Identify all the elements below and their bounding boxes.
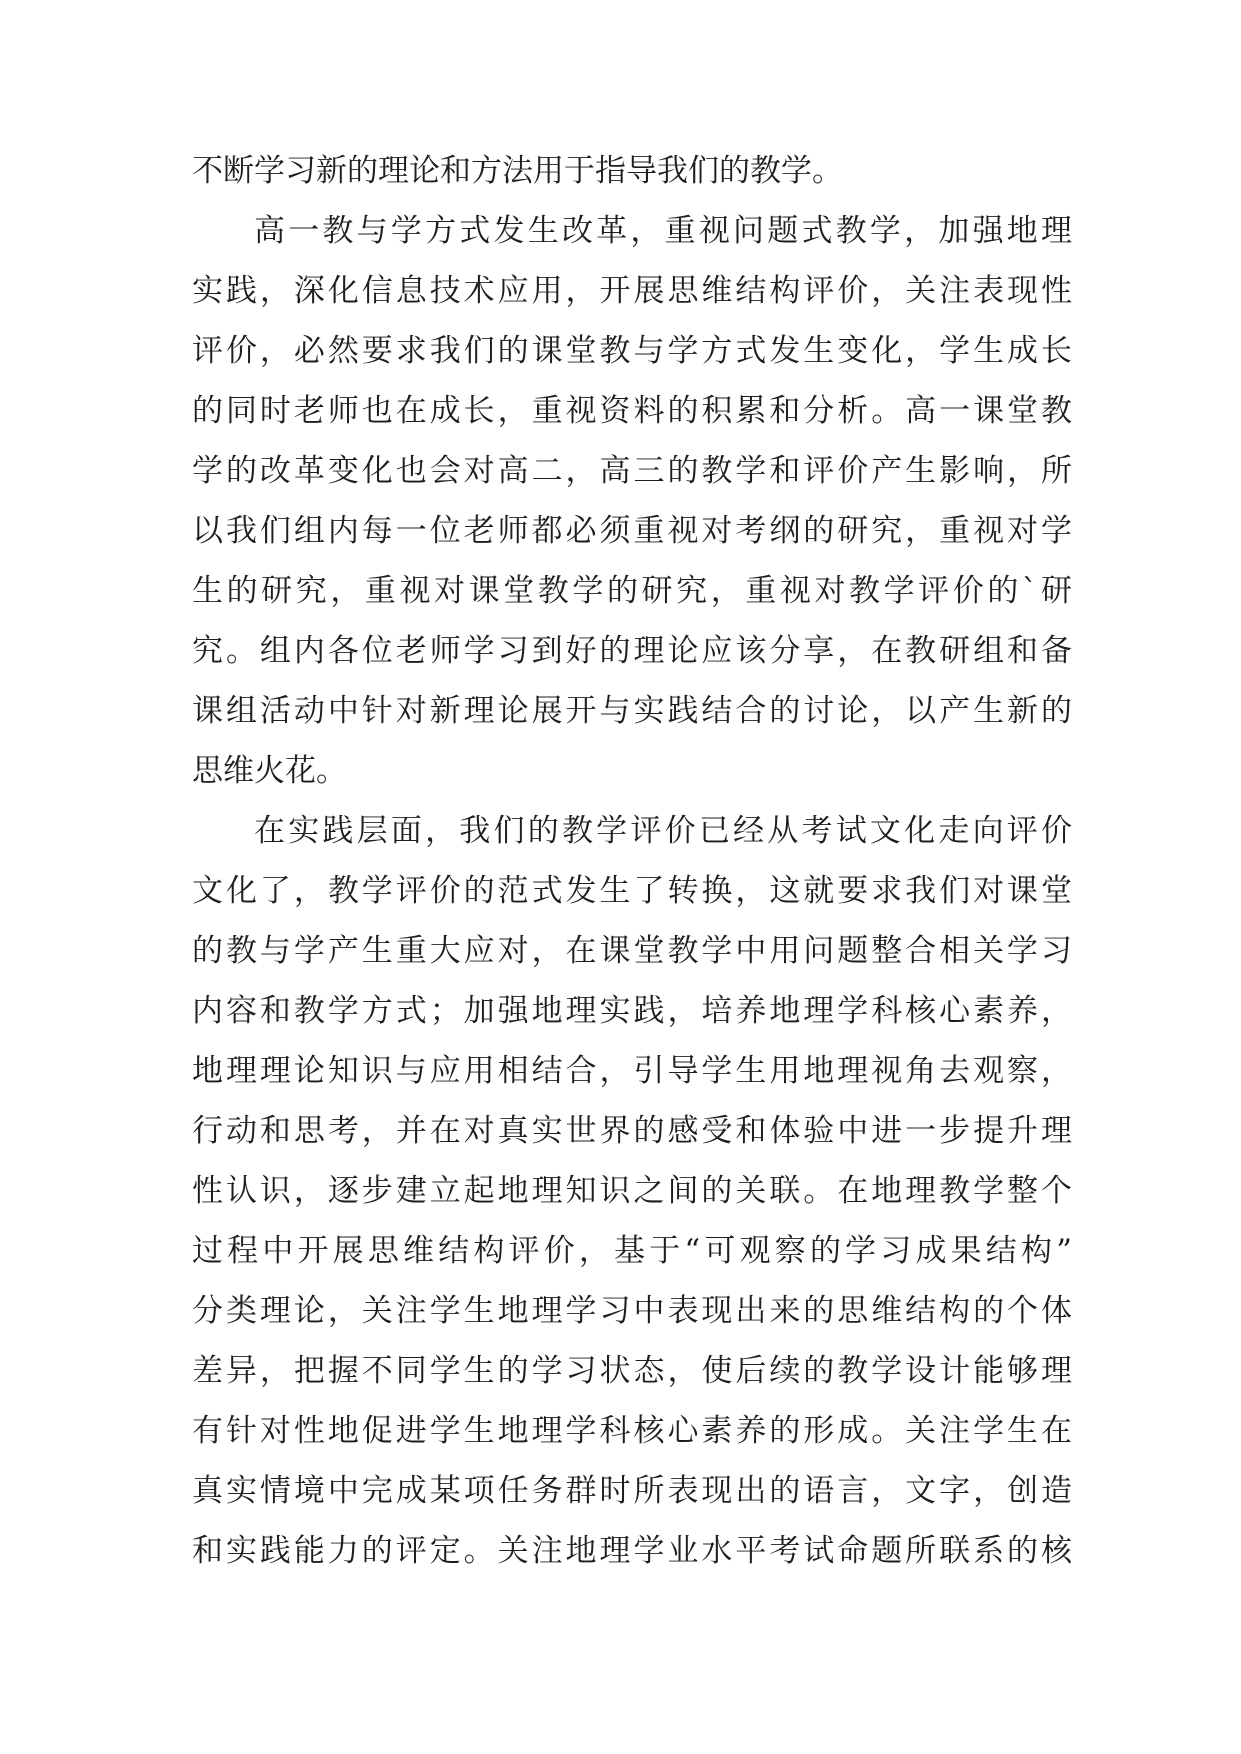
text-line: 实践，深化信息技术应用，开展思维结构评价，关注表现性 bbox=[192, 273, 1072, 309]
text-line: 真实情境中完成某项任务群时所表现出的语言，文字，创造 bbox=[192, 1473, 1072, 1509]
text-line: 思维火花。 bbox=[192, 753, 347, 789]
text-line: 行动和思考，并在对真实世界的感受和体验中进一步提升理 bbox=[192, 1113, 1072, 1149]
text-line: 以我们组内每一位老师都必须重视对考纲的研究，重视对学 bbox=[192, 513, 1072, 549]
text-line: 性认识，逐步建立起地理知识之间的关联。在地理教学整个 bbox=[192, 1173, 1072, 1209]
text-line: 学的改革变化也会对高二，高三的教学和评价产生影响，所 bbox=[192, 453, 1072, 489]
text-line: 地理理论知识与应用相结合，引导学生用地理视角去观察， bbox=[192, 1053, 1072, 1089]
text-line: 的教与学产生重大应对，在课堂教学中用问题整合相关学习 bbox=[192, 933, 1072, 969]
text-line: 课组活动中针对新理论展开与实践结合的讨论，以产生新的 bbox=[192, 693, 1072, 729]
text-line: 内容和教学方式；加强地理实践，培养地理学科核心素养， bbox=[192, 993, 1072, 1029]
paragraph-first-line: 在实践层面，我们的教学评价已经从考试文化走向评价 bbox=[254, 813, 1072, 849]
text-line: 过程中开展思维结构评价，基于“可观察的学习成果结构” bbox=[192, 1233, 1072, 1269]
text-line: 文化了，教学评价的范式发生了转换，这就要求我们对课堂 bbox=[192, 873, 1072, 909]
text-line: 分类理论，关注学生地理学习中表现出来的思维结构的个体 bbox=[192, 1293, 1072, 1329]
text-line: 不断学习新的理论和方法用于指导我们的教学。 bbox=[192, 153, 843, 189]
text-line: 评价，必然要求我们的课堂教与学方式发生变化，学生成长 bbox=[192, 333, 1072, 369]
paragraph-first-line: 高一教与学方式发生改革，重视问题式教学，加强地理 bbox=[254, 213, 1072, 249]
text-line: 和实践能力的评定。关注地理学业水平考试命题所联系的核 bbox=[192, 1533, 1072, 1569]
text-line: 生的研究，重视对课堂教学的研究，重视对教学评价的`研 bbox=[192, 573, 1072, 609]
text-line: 的同时老师也在成长，重视资料的积累和分析。高一课堂教 bbox=[192, 393, 1072, 429]
text-line: 究。组内各位老师学习到好的理论应该分享，在教研组和备 bbox=[192, 633, 1072, 669]
text-line: 差异，把握不同学生的学习状态，使后续的教学设计能够理 bbox=[192, 1353, 1072, 1389]
text-line: 有针对性地促进学生地理学科核心素养的形成。关注学生在 bbox=[192, 1413, 1072, 1449]
